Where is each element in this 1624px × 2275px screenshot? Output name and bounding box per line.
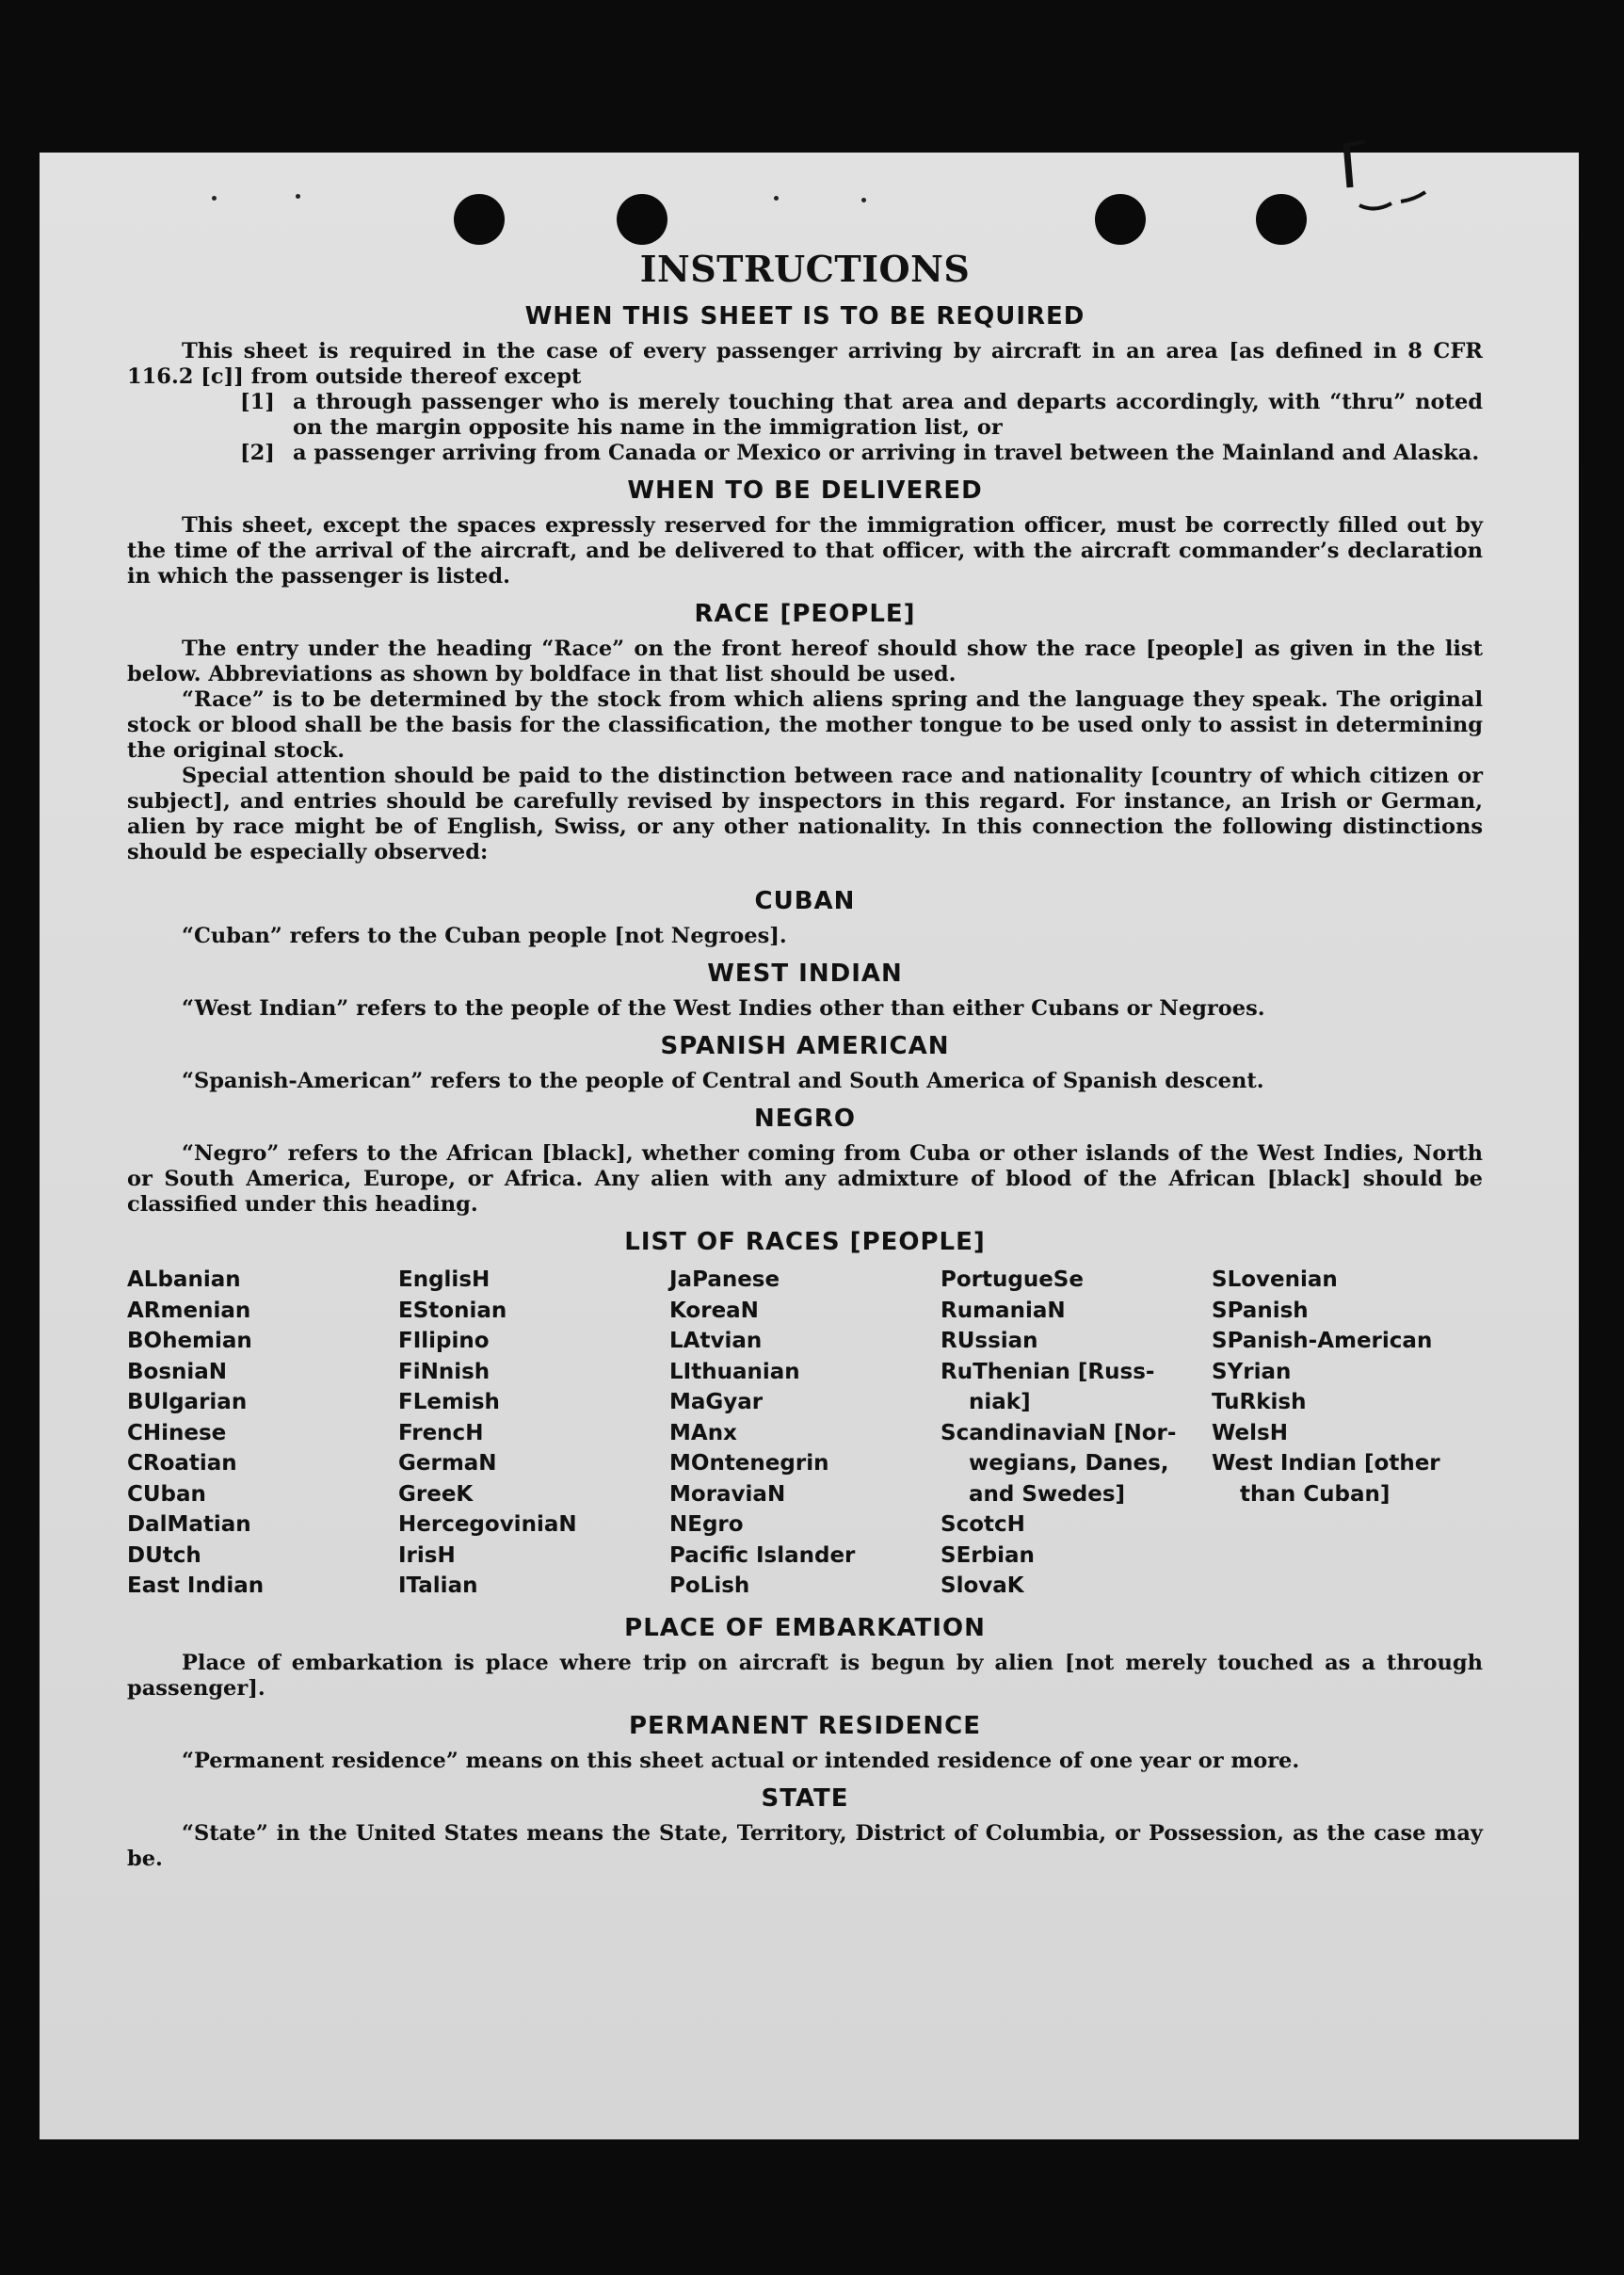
heading-spanish-american: SPANISH AMERICAN	[660, 1032, 950, 1060]
race-entry: SPanish-American	[1212, 1329, 1433, 1353]
race-entry: wegians, Danes,	[969, 1451, 1169, 1476]
speck	[861, 198, 866, 202]
race-entry: PortugueSe	[941, 1267, 1084, 1292]
punch-hole	[617, 194, 667, 245]
heading-race: RACE [PEOPLE]	[694, 600, 916, 628]
race-entry: SYrian	[1212, 1359, 1292, 1384]
race-paragraph-1: The entry under the heading “Race” on the front hereof should show the race [people] as given in the list below. Abbreviations as shown by boldface in that list should be used.	[127, 637, 1483, 686]
heading-embarkation: PLACE OF EMBARKATION	[624, 1613, 986, 1642]
race-entry: FrencH	[398, 1420, 484, 1445]
race-entry: IrisH	[398, 1542, 456, 1568]
when-delivered-text: This sheet, except the spaces expressly reserved for the immigration officer, must be correctly filled out by the time of the arrival of the aircraft, and be delivered to that officer, with the aircraft commander’s declaration in which the passenger is listed.	[127, 513, 1483, 589]
race-entry: WelsH	[1212, 1420, 1288, 1445]
race-entry: FIlipino	[398, 1329, 490, 1353]
heading-when-delivered: WHEN TO BE DELIVERED	[627, 476, 983, 505]
exception-item	[240, 390, 1483, 441]
handwritten-mark	[1337, 136, 1450, 220]
race-entry: LIthuanian	[669, 1359, 800, 1384]
races-column	[941, 1265, 1212, 1602]
permanent-residence-text: “Permanent residence” means on this sheet actual or intended residence of one year or more.	[182, 1748, 1300, 1773]
race-entry: BOhemian	[127, 1329, 252, 1353]
exception-text: a through passenger who is merely touching that area and departs accordingly, with “thru” noted on the margin opposite his name in the immigration list, or	[293, 390, 1483, 440]
heading-west-indian: WEST INDIAN	[707, 960, 903, 988]
race-entry: DUtch	[127, 1542, 201, 1568]
state-text: “State” in the United States means the State, Territory, District of Columbia, or Possession, as the case may be.	[127, 1820, 1483, 1871]
race-entry: CHinese	[127, 1420, 227, 1445]
speck	[212, 196, 217, 201]
race-entry: BUlgarian	[127, 1390, 248, 1414]
race-entry: EStonian	[398, 1298, 507, 1323]
race-entry: GreeK	[398, 1481, 474, 1507]
punch-hole	[454, 194, 505, 245]
race-entry: PoLish	[669, 1573, 750, 1598]
heading-when-required: WHEN THIS SHEET IS TO BE REQUIRED	[524, 302, 1085, 331]
exception-item	[240, 441, 1483, 466]
race-entry: MaGyar	[669, 1390, 764, 1414]
race-entry: CUban	[127, 1481, 206, 1507]
race-entry: ARmenian	[127, 1298, 251, 1323]
race-entry: RuThenian [Russ-	[941, 1359, 1155, 1384]
document-sheet	[40, 153, 1579, 2139]
cuban-text: “Cuban” refers to the Cuban people [not Negroes].	[182, 924, 787, 948]
race-entry: MOntenegrin	[669, 1451, 829, 1476]
race-entry: than Cuban]	[1240, 1481, 1391, 1507]
west-indian-text: “West Indian” refers to the people of the West Indies other than either Cubans or Negroes.	[182, 996, 1265, 1021]
race-entry: SlovaK	[941, 1573, 1024, 1598]
race-entry: NEgro	[669, 1512, 744, 1537]
race-entry: SPanish	[1212, 1298, 1309, 1323]
instructions-content	[127, 247, 1483, 1872]
race-entry: CRoatian	[127, 1451, 237, 1476]
race-entry: JaPanese	[669, 1267, 780, 1292]
race-entry: GermaN	[398, 1451, 497, 1476]
heading-permanent-residence: PERMANENT RESIDENCE	[628, 1711, 982, 1740]
race-entry: FLemish	[398, 1390, 500, 1414]
punch-hole	[1256, 194, 1307, 245]
race-entry: Pacific Islander	[669, 1542, 856, 1568]
race-entry: RumaniaN	[941, 1298, 1066, 1323]
race-paragraph-3: Special attention should be paid to the distinction between race and nationality [country of which citizen or subject], and entries should be carefully revised by inspectors in this regard. For instance, an Irish or German, alien by race might be of English, Swiss, or any other nationality. In this connection the following distinctions should be especially observed:	[127, 764, 1483, 864]
race-entry: KoreaN	[669, 1298, 759, 1323]
heading-state: STATE	[761, 1783, 849, 1813]
exception-number: [1]	[240, 390, 275, 414]
race-entry: West Indian [other	[1212, 1451, 1440, 1476]
race-entry: ScandinaviaN [Nor-	[941, 1420, 1177, 1445]
races-column	[669, 1265, 941, 1602]
exception-text: a passenger arriving from Canada or Mexico or arriving in travel between the Mainland and Alaska.	[293, 441, 1480, 465]
page-title: INSTRUCTIONS	[639, 248, 971, 290]
heading-cuban: CUBAN	[754, 887, 856, 915]
race-entry: DalMatian	[127, 1512, 251, 1537]
exception-number: [2]	[240, 441, 275, 465]
races-column	[398, 1265, 669, 1602]
race-entry: MoraviaN	[669, 1481, 786, 1507]
race-entry: ALbanian	[127, 1267, 241, 1292]
race-entry: HercegovinіaN	[398, 1512, 577, 1537]
race-entry: East Indian	[127, 1573, 265, 1598]
races-column	[1212, 1265, 1483, 1602]
race-entry: BosniaN	[127, 1359, 228, 1384]
race-entry: ITalian	[398, 1573, 478, 1598]
race-paragraph-2: “Race” is to be determined by the stock from which aliens spring and the language they speak. The original stock or blood shall be the basis for the classification, the mother tongue to be used only to assist in determining the original stock.	[127, 687, 1483, 763]
race-entry: and Swedes]	[969, 1481, 1126, 1507]
negro-text: “Negro” refers to the African [black], whether coming from Cuba or other islands of the West Indies, North or South America, Europe, or Africa. Any alien with any admixture of blood of the African [black] should be classified under this heading.	[127, 1141, 1483, 1217]
spanish-american-text: “Spanish-American” refers to the people of Central and South America of Spanish descent.	[182, 1069, 1264, 1093]
race-entry: niak]	[969, 1390, 1031, 1414]
speck	[774, 196, 779, 201]
heading-negro: NEGRO	[754, 1105, 856, 1133]
races-column	[127, 1265, 398, 1602]
speck	[296, 194, 300, 199]
race-entry: LAtvian	[669, 1329, 763, 1353]
race-entry: SErbian	[941, 1542, 1035, 1568]
race-entry: FiNnish	[398, 1359, 490, 1384]
race-entry: MAnx	[669, 1420, 737, 1445]
race-entry: RUssian	[941, 1329, 1038, 1353]
race-entry: TuRkish	[1212, 1390, 1307, 1414]
heading-list-of-races: LIST OF RACES [PEOPLE]	[624, 1228, 986, 1256]
when-required-intro: This sheet is required in the case of every passenger arriving by aircraft in an area [as defined in 8 CFR 116.2 [c]] from outside thereof except	[127, 339, 1483, 389]
races-list	[127, 1265, 1483, 1602]
race-entry: SLovenian	[1212, 1267, 1338, 1292]
punch-hole	[1095, 194, 1146, 245]
embarkation-text: Place of embarkation is place where trip on aircraft is begun by alien [not merely touched as a through passenger].	[127, 1650, 1483, 1701]
race-entry: EnglisH	[398, 1267, 490, 1292]
race-entry: ScotcH	[941, 1512, 1025, 1537]
